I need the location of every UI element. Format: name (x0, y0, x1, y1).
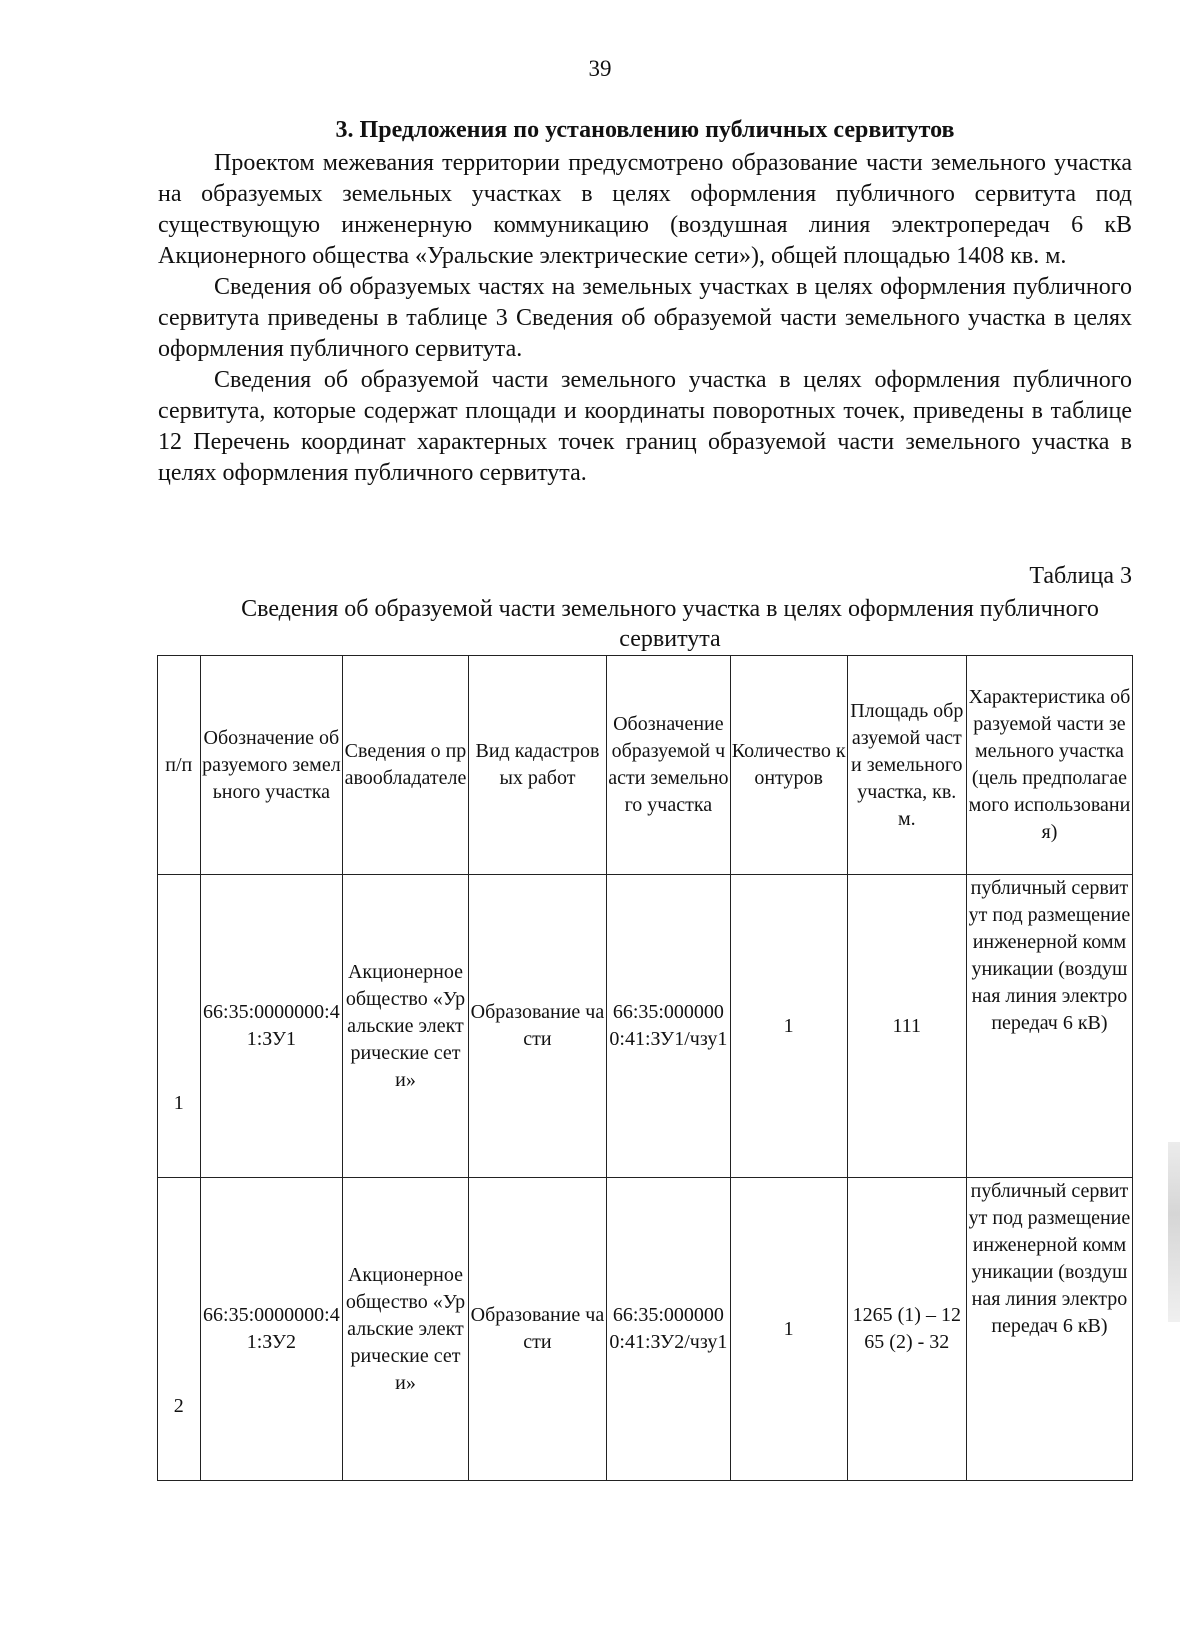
cell-purpose: публичный сервитут под размещение инженерной коммуникации (воздушная линия электропередач 6 кВ) (966, 875, 1132, 1178)
cell-part-id: 66:35:0000000:41:ЗУ1/чзу1 (607, 875, 730, 1178)
header-cell-contours: Количество контуров (730, 656, 847, 875)
table-row (158, 875, 1133, 1178)
cell-contours: 1 (730, 875, 847, 1178)
cell-num: 2 (158, 1178, 201, 1481)
body-text (158, 148, 1132, 489)
table-caption: Сведения об образуемой части земельного участка в целях оформления публичного сервитута (241, 596, 1099, 652)
table-row (158, 1178, 1133, 1481)
cell-contours: 1 (730, 1178, 847, 1481)
header-cell-area: Площадь образуемой части земельного участка, кв.м. (847, 656, 966, 875)
cell-part-id: 66:35:0000000:41:ЗУ2/чзу1 (607, 1178, 730, 1481)
page-number: 39 (588, 56, 612, 81)
header-cell-work-type: Вид кадастровых работ (468, 656, 606, 875)
paragraph: Проектом межевания территории предусмотрено образование части земельного участка на образуемых земельных участках в целях оформления публичного сервитута под существующую инженерную коммуникацию (воздушная линия электропередач 6 кВ Акционерного общества «Уральские электрические сети»), общей площадью 1408 кв. м. (158, 150, 1132, 269)
servitude-table (157, 655, 1133, 1481)
cell-area: 111 (847, 875, 966, 1178)
cell-area: 1265 (1) – 1265 (2) - 32 (847, 1178, 966, 1481)
cell-owner: Акционерное общество «Уральские электрические сети» (343, 875, 469, 1178)
cell-purpose: публичный сервитут под размещение инженерной коммуникации (воздушная линия электропередач 6 кВ) (966, 1178, 1132, 1481)
header-cell-parcel: Обозначение образуемого земельного участка (200, 656, 343, 875)
paragraph: Сведения об образуемых частях на земельных участках в целях оформления публичного сервитута приведены в таблице 3 Сведения об образуемой части земельного участка в целях оформления публичного сервитута. (158, 274, 1132, 362)
header-cell-num: п/п (158, 656, 201, 875)
cell-num: 1 (158, 875, 201, 1178)
cell-parcel: 66:35:0000000:41:ЗУ2 (200, 1178, 343, 1481)
paragraph: Сведения об образуемой части земельного участка в целях оформления публичного сервитута, которые содержат площади и координаты поворотных точек, приведены в таблице 12 Перечень координат характерных точек границ образуемой части земельного участка в целях оформления публичного сервитута. (158, 367, 1132, 486)
table-label: Таблица 3 (1029, 563, 1132, 589)
table-header-row (158, 656, 1133, 875)
cell-work-type: Образование части (468, 1178, 606, 1481)
cell-work-type: Образование части (468, 875, 606, 1178)
cell-parcel: 66:35:0000000:41:ЗУ1 (200, 875, 343, 1178)
header-cell-purpose: Характеристика образуемой части земельного участка (цель предполагаемого использования) (966, 656, 1132, 875)
section-heading: 3. Предложения по установлению публичных сервитутов (335, 117, 955, 143)
header-cell-part-id: Обозначение образуемой части земельного участка (607, 656, 730, 875)
scan-artifact (1168, 1142, 1180, 1322)
header-cell-owner: Сведения о правообладателе (343, 656, 469, 875)
cell-owner: Акционерное общество «Уральские электрические сети» (343, 1178, 469, 1481)
